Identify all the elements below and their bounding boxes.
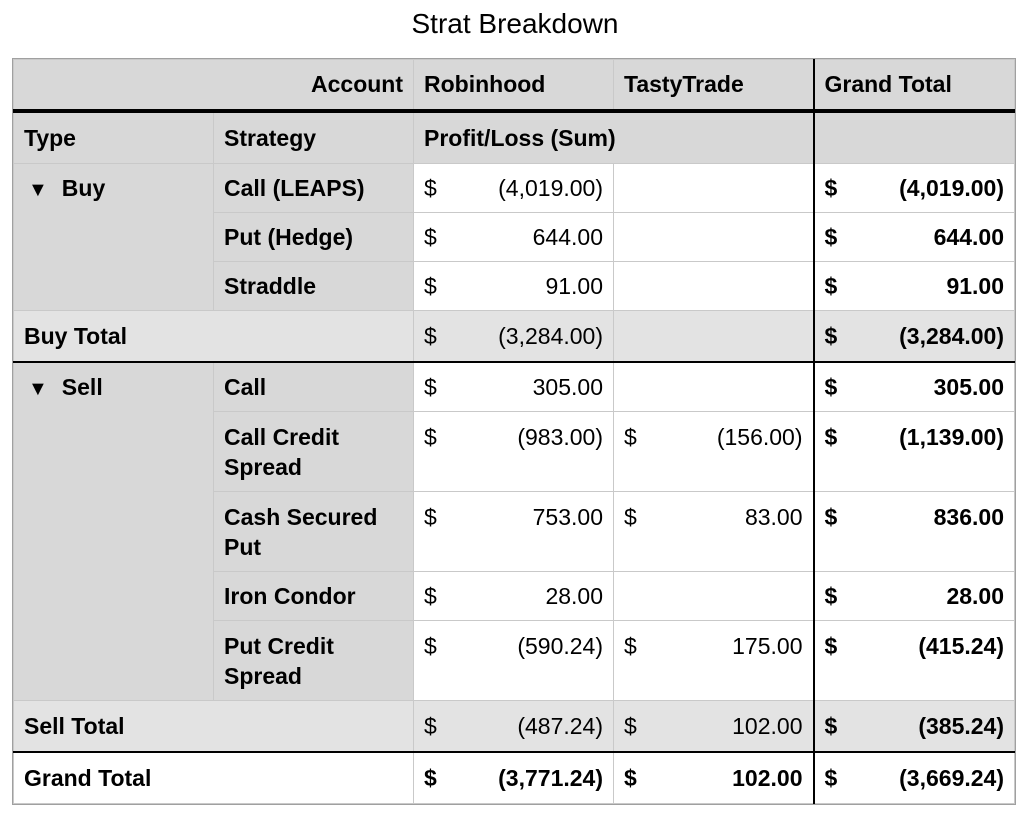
collapse-triangle-icon[interactable]: ▼ xyxy=(28,179,48,201)
col-header-tastytrade[interactable]: TastyTrade xyxy=(614,60,814,112)
value-cell-tastytrade[interactable]: $ 102.00 xyxy=(614,700,814,752)
sell-total-label[interactable]: Sell Total xyxy=(14,700,414,752)
strategy-cell[interactable]: Call Credit Spread xyxy=(214,411,414,491)
value-cell-grand-total[interactable]: $ (1,139.00) xyxy=(814,411,1015,491)
value-cell-grand-total[interactable]: $ (385.24) xyxy=(814,700,1015,752)
buy-total-label[interactable]: Buy Total xyxy=(14,311,414,363)
value-cell-robinhood[interactable]: $ (487.24) xyxy=(414,700,614,752)
strategy-cell[interactable]: Call (LEAPS) xyxy=(214,164,414,213)
value-cell-robinhood[interactable]: $ 753.00 xyxy=(414,491,614,571)
strategy-cell[interactable]: Put (Hedge) xyxy=(214,213,414,262)
table-row xyxy=(14,164,1015,213)
value-cell-grand-total[interactable]: $ (4,019.00) xyxy=(814,164,1015,213)
value-cell-grand-total[interactable]: $ (3,669.24) xyxy=(814,752,1015,804)
strategy-cell[interactable]: Iron Condor xyxy=(214,571,414,620)
table-row xyxy=(14,362,1015,411)
value-cell-grand-total[interactable]: $ (415.24) xyxy=(814,620,1015,700)
grand-total-label[interactable]: Grand Total xyxy=(14,752,414,804)
strategy-header[interactable]: Strategy xyxy=(214,111,414,164)
value-cell-robinhood[interactable]: $ 91.00 xyxy=(414,262,614,311)
value-cell-tastytrade[interactable]: $ (156.00) xyxy=(614,411,814,491)
collapse-triangle-icon[interactable]: ▼ xyxy=(28,378,48,400)
value-cell-tastytrade[interactable]: $ 175.00 xyxy=(614,620,814,700)
buy-total-row xyxy=(14,311,1015,363)
group-buy xyxy=(14,164,214,311)
value-cell-grand-total[interactable]: $ (3,284.00) xyxy=(814,311,1015,363)
value-cell-robinhood[interactable]: $ 644.00 xyxy=(414,213,614,262)
strategy-cell[interactable]: Cash Secured Put xyxy=(214,491,414,571)
value-cell-robinhood[interactable]: $ (983.00) xyxy=(414,411,614,491)
subheader-row xyxy=(14,111,1015,164)
strategy-cell[interactable]: Straddle xyxy=(214,262,414,311)
measure-header[interactable]: Profit/Loss (Sum) xyxy=(414,111,814,164)
value-cell-grand-total[interactable]: $ 305.00 xyxy=(814,362,1015,411)
group-label: Buy xyxy=(61,175,106,201)
value-cell-tastytrade[interactable] xyxy=(614,213,814,262)
value-cell-robinhood[interactable]: $ 305.00 xyxy=(414,362,614,411)
group-sell xyxy=(14,362,214,700)
value-cell-robinhood[interactable]: $ (3,771.24) xyxy=(414,752,614,804)
strategy-cell[interactable]: Call xyxy=(214,362,414,411)
value-cell-grand-total[interactable]: $ 644.00 xyxy=(814,213,1015,262)
value-cell-tastytrade[interactable] xyxy=(614,362,814,411)
value-cell-robinhood[interactable]: $ 28.00 xyxy=(414,571,614,620)
col-header-grand-total[interactable]: Grand Total xyxy=(814,60,1015,112)
col-header-robinhood[interactable]: Robinhood xyxy=(414,60,614,112)
value-cell-tastytrade[interactable]: $ 83.00 xyxy=(614,491,814,571)
value-cell-grand-total[interactable]: $ 91.00 xyxy=(814,262,1015,311)
value-cell-tastytrade[interactable] xyxy=(614,571,814,620)
account-header[interactable]: Account xyxy=(14,60,414,112)
value-cell-tastytrade[interactable]: $ 102.00 xyxy=(614,752,814,804)
value-cell-tastytrade[interactable] xyxy=(614,262,814,311)
pivot-table xyxy=(13,59,1015,804)
sell-total-row xyxy=(14,700,1015,752)
measure-header-blank xyxy=(814,111,1015,164)
type-header[interactable]: Type xyxy=(14,111,214,164)
value-cell-grand-total[interactable]: $ 836.00 xyxy=(814,491,1015,571)
value-cell-robinhood[interactable]: $ (4,019.00) xyxy=(414,164,614,213)
value-cell-tastytrade[interactable] xyxy=(614,164,814,213)
value-cell-robinhood[interactable]: $ (3,284.00) xyxy=(414,311,614,363)
sheet-title: Strat Breakdown xyxy=(411,8,619,39)
strategy-cell[interactable]: Put Credit Spread xyxy=(214,620,414,700)
group-label: Sell xyxy=(61,374,103,400)
value-cell-grand-total[interactable]: $ 28.00 xyxy=(814,571,1015,620)
value-cell-robinhood[interactable]: $ (590.24) xyxy=(414,620,614,700)
value-cell-tastytrade[interactable] xyxy=(614,311,814,363)
header-row xyxy=(14,60,1015,112)
grand-total-row xyxy=(14,752,1015,804)
